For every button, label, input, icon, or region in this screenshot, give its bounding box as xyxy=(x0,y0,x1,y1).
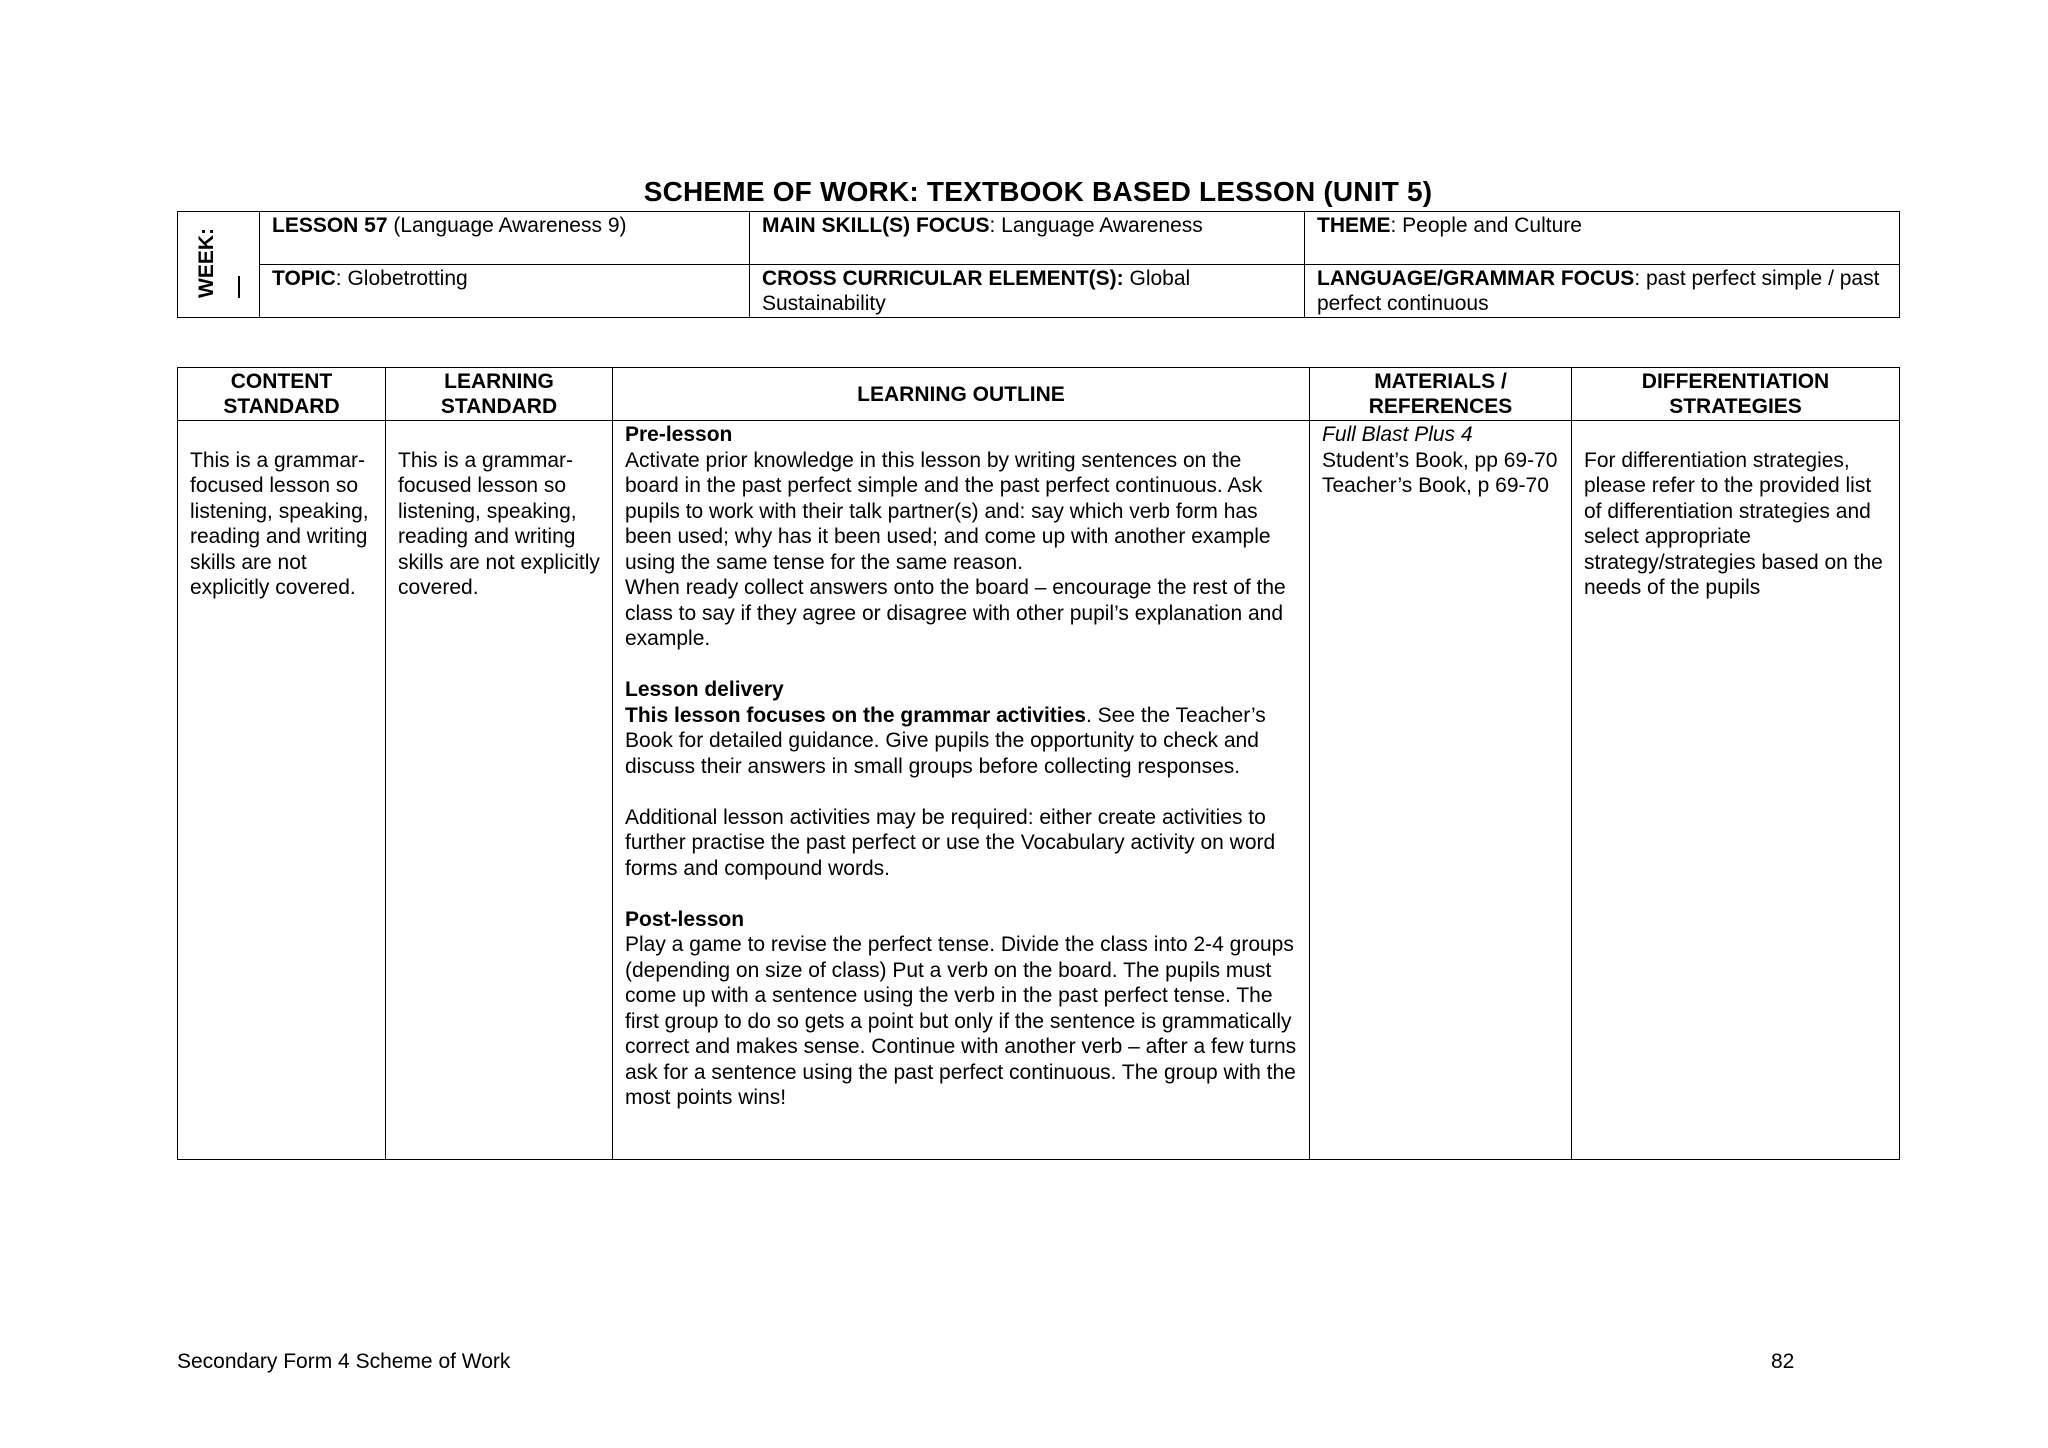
materials-cell xyxy=(1310,421,1572,1160)
lesson-delivery-body: . See the Teacher’s Book for detailed guidance. Give pupils the opportunity to check and discuss their answers in small groups before collecting responses. xyxy=(625,703,1266,778)
materials-students-book: Student’s Book, pp 69-70 xyxy=(1322,448,1558,472)
header-materials: MATERIALS / REFERENCES xyxy=(1310,368,1572,421)
post-lesson-heading: Post-lesson xyxy=(625,907,745,931)
theme-value: : People and Culture xyxy=(1390,214,1582,237)
lesson-label: LESSON 57 xyxy=(272,214,388,237)
main-skill-cell xyxy=(750,212,1305,265)
differentiation-text: For differentiation strategies, please refer to the provided list of differentiation strategies and select appropriate strategy/strategies based on the needs of the pupils xyxy=(1584,448,1883,599)
cross-curricular-value: Global Sustainability xyxy=(762,267,1191,315)
topic-value: : Globetrotting xyxy=(335,267,468,290)
lesson-delivery-bold: This lesson focuses on the grammar activities xyxy=(625,703,1086,727)
main-skill-label: MAIN SKILL(S) FOCUS xyxy=(762,214,990,237)
page-title: SCHEME OF WORK: TEXTBOOK BASED LESSON (UNIT 5) xyxy=(643,176,1433,207)
pre-lesson-text: Activate prior knowledge in this lesson by writing sentences on the board in the past perfect simple and the past perfect continuous. Ask pupils to work with their talk partner(s) and: say which verb form has been used; why has it been used; and come up with another example using the same tense for the same reason. xyxy=(625,448,1271,574)
differentiation-cell xyxy=(1572,421,1900,1160)
materials-book-title: Full Blast Plus 4 xyxy=(1322,423,1473,446)
learning-outline-cell xyxy=(613,421,1310,1160)
lesson-delivery-text xyxy=(625,703,1297,780)
header-learning-standard: LEARNING STANDARD xyxy=(386,368,613,421)
topic-cell xyxy=(260,265,750,318)
theme-cell xyxy=(1305,212,1900,265)
topic-label: TOPIC xyxy=(272,267,336,290)
grammar-focus-cell xyxy=(1305,265,1900,318)
lesson-cell xyxy=(260,212,750,265)
content-standard-cell xyxy=(178,421,386,1160)
post-lesson-text: Play a game to revise the perfect tense. Divide the class into 2-4 groups (depending on size of class) Put a verb on the board. The pupils must come up with a sentence using the verb in the past perfect tense. The first group to do so gets a point but only if the sentence is grammatically correct and makes sense. Continue with another verb – after a few turns ask for a sentence using the past perfect continuous. The group with the most points wins! xyxy=(625,933,1297,1109)
learning-standard-cell xyxy=(386,421,613,1160)
materials-teachers-book: Teacher’s Book, p 69-70 xyxy=(1322,474,1549,497)
week-label: WEEK: xyxy=(195,228,218,298)
lesson-plan-table xyxy=(177,367,1900,1160)
lesson-delivery-heading: Lesson delivery xyxy=(625,678,784,701)
lesson-value: (Language Awareness 9) xyxy=(387,214,627,237)
cross-curricular-label: CROSS CURRICULAR ELEMENT(S): xyxy=(762,267,1124,290)
grammar-focus-value: : past perfect simple / past perfect continuous xyxy=(1317,267,1880,315)
learning-standard-text: This is a grammar-focused lesson so listening, speaking, reading and writing skills are not explicitly covered. xyxy=(398,448,600,599)
header-learning-outline: LEARNING OUTLINE xyxy=(613,368,1310,421)
pre-lesson-collect-text: When ready collect answers onto the board – encourage the rest of the class to say if they agree or disagree with other pupil’s explanation and example. xyxy=(625,576,1286,650)
footer-title: Secondary Form 4 Scheme of Work xyxy=(177,1350,511,1373)
main-skill-value: : Language Awareness xyxy=(989,214,1203,237)
theme-label: THEME xyxy=(1317,214,1391,237)
header-content-standard: CONTENT STANDARD xyxy=(178,368,386,421)
grammar-focus-label: LANGUAGE/GRAMMAR FOCUS xyxy=(1317,267,1635,290)
pre-lesson-heading: Pre-lesson xyxy=(625,423,733,446)
week-cell xyxy=(178,212,260,318)
additional-activities-text: Additional lesson activities may be required: either create activities to further practise the past perfect or use the Vocabulary activity on word forms and compound words. xyxy=(625,805,1276,880)
cross-curricular-cell xyxy=(750,265,1305,318)
content-standard-text: This is a grammar-focused lesson so listening, speaking, reading and writing skills are not explicitly covered. xyxy=(190,448,369,599)
week-mark xyxy=(238,276,240,298)
header-differentiation: DIFFERENTIATION STRATEGIES xyxy=(1572,368,1900,421)
page-number: 82 xyxy=(1771,1350,1795,1373)
lesson-info-table xyxy=(177,211,1900,318)
